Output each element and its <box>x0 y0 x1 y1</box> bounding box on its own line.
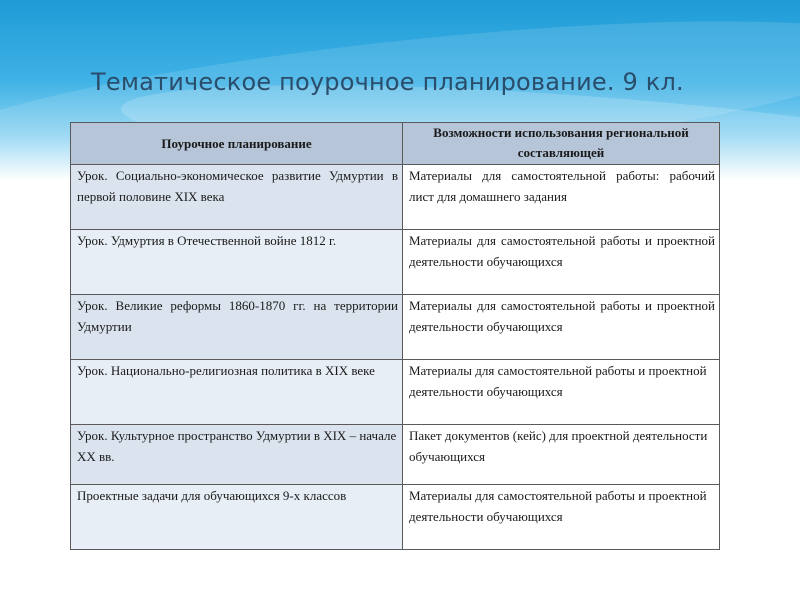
table-row <box>71 165 720 230</box>
materials-cell: Материалы для самостоятельной работы: рабочий лист для домашнего задания <box>403 165 720 230</box>
materials-cell: Пакет документов (кейс) для проектной деятельности обучающихся <box>403 425 720 485</box>
table-header-row <box>71 123 720 165</box>
materials-cell: Материалы для самостоятельной работы и проектной деятельности обучающихся <box>403 360 720 425</box>
lesson-cell: Урок. Национально-религиозная политика в XIX веке <box>71 360 403 425</box>
column-header-lessons: Поурочное планирование <box>71 123 403 165</box>
lesson-cell: Урок. Великие реформы 1860-1870 гг. на территории Удмуртии <box>71 295 403 360</box>
table-row <box>71 230 720 295</box>
planning-table-container <box>70 122 719 550</box>
table-row <box>71 485 720 550</box>
planning-table <box>70 122 720 550</box>
lesson-cell: Урок. Удмуртия в Отечественной войне 1812 г. <box>71 230 403 295</box>
slide-title: Тематическое поурочное планирование. 9 кл. <box>91 68 684 96</box>
table-row <box>71 295 720 360</box>
materials-cell: Материалы для самостоятельной работы и проектной деятельности обучающихся <box>403 485 720 550</box>
lesson-cell: Урок. Социально-экономическое развитие Удмуртии в первой половине XIX века <box>71 165 403 230</box>
materials-cell: Материалы для самостоятельной работы и проектной деятельности обучающихся <box>403 230 720 295</box>
column-header-regional: Возможности использования региональной составляющей <box>403 123 720 165</box>
table-row <box>71 360 720 425</box>
lesson-cell: Урок. Культурное пространство Удмуртии в XIX – начале XX вв. <box>71 425 403 485</box>
table-row <box>71 425 720 485</box>
lesson-cell: Проектные задачи для обучающихся 9-х классов <box>71 485 403 550</box>
materials-cell: Материалы для самостоятельной работы и проектной деятельности обучающихся <box>403 295 720 360</box>
